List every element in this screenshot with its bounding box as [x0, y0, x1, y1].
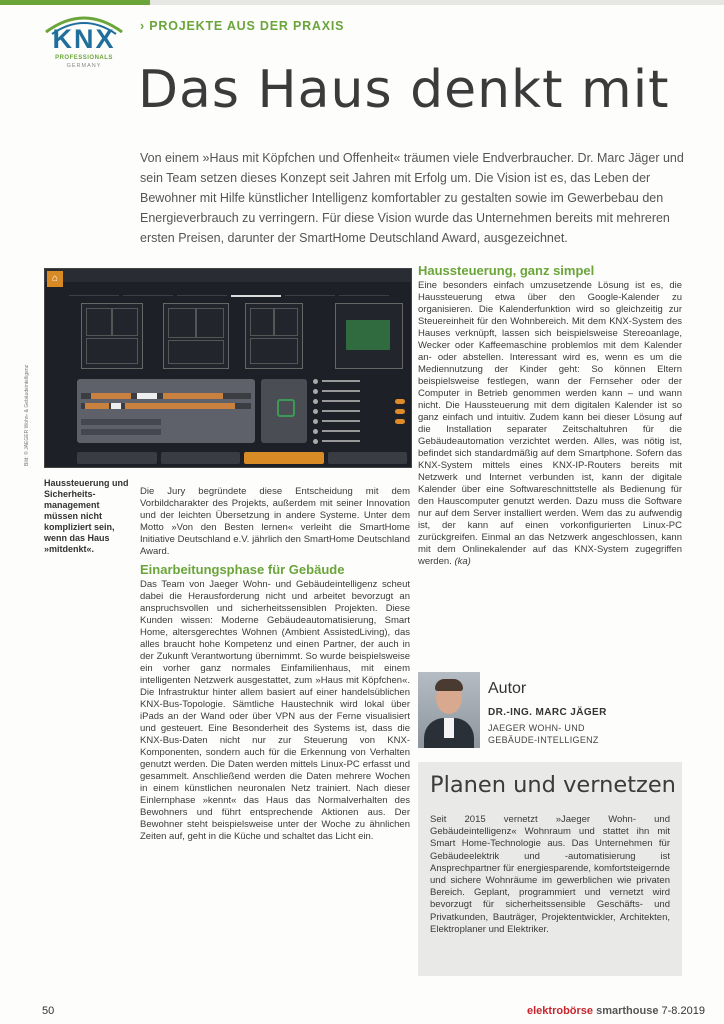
- floorplan-1: [81, 303, 143, 369]
- paragraph-team: Das Team von Jaeger Wohn- und Gebäudeintelligenz scheut dabei die Herausforderung nicht und arbeitet bevorzugt an anspruchsvollen und sicherheitssensiblen Projekten. Diese Kunden wissen: Moderne Gebäudeautomatisierung, Smart Home, altersgerechtes Wohnen (Ambient AssistedLiving), das alles braucht hohe Kompetenz und einen Partner, der auch in der Zukunft Verantwortung übernimmt. So wurde beispielsweise ein vorher ganz normales Einfamilienhaus, mit einem intelligenten Netzwerk ausgestattet, zum »Haus mit Köpfchen«. Die Infrastruktur hinter allem basiert auf einer handelsüblichen KNX-Bus-Topologie. Sämtliche Haustechnik wird lokal über iPads an der Wand oder über VPN aus der Ferne visualisiert und gesteuert. Eine Besonderheit des Systems ist, dass die KNX-Bus-Daten nicht nur zur Steuerung von KNX-Komponenten, sondern auch für die Erkennung von Verhalten genutzt werden. Die Daten werden mittels Linux-PC erfasst und gesammelt. Anschließend werden die Daten mehrere Wochen in einem künstlichen neuronalen Netz trainiert. Nach dieser Einlernphase »kennt« das Haus das Normalverhalten des Bewohners und führt entsprechende Aktionen aus. Der Bewohner steht beispielsweise unter der Woche zu ähnlichen Zeiten auf, geht in die Küche und schaltet das Licht ein.: [140, 579, 410, 842]
- author-company: JAEGER WOHN- UND GEBÄUDE-INTELLIGENZ: [488, 723, 599, 745]
- schedule-panel: [77, 379, 255, 443]
- floorplan-3: [245, 303, 303, 369]
- intro-paragraph: Von einem »Haus mit Köpfchen und Offenheit« träumen viele Endverbraucher. Dr. Marc Jäger und sein Team setzen dieses Konzept seit Jahren mit Erfolg um. Die Vision ist es, das Leben der Bewohner mit Hilfe künstlicher Intelligenz komfortabler zu gestalten sowie im Gewerbebau den Energieverbrauch zu verringern. Für diese Vision wurde das Unternehmen bereits mit mehreren ersten Preisen, darunter der SmartHome Deutschland Award, ausgezeichnet.: [140, 151, 684, 245]
- subhead-einarbeitung: Einarbeitungsphase für Gebäude: [140, 562, 345, 577]
- magazine-name: elektrobörse: [527, 1005, 594, 1017]
- column-1: [140, 486, 410, 843]
- magazine-footer: [527, 1005, 705, 1017]
- author-photo: [418, 672, 480, 748]
- section-label: › PROJEKTE AUS DER PRAXIS: [140, 19, 345, 33]
- logo-country: GERMANY: [66, 63, 102, 69]
- ui-topbar: [45, 269, 411, 282]
- logo-subtitle: PROFESSIONALS: [55, 55, 113, 61]
- column-2: [418, 265, 682, 568]
- device-list: [313, 377, 405, 447]
- image-credit: Bild: © JAEGER Wohn- & Gebäudeintelligenz: [24, 364, 30, 466]
- headline: Das Haus denkt mit: [138, 60, 670, 120]
- magazine-sub: smarthouse: [596, 1005, 659, 1017]
- paragraph-kalender: Eine besonders einfach umzusetzende Lösung ist es, die Haussteuerung etwa über den Google-Kalender zu organisieren. Die Kalenderfunktion wird so gleichzeitig zur Steuereinheit für den Wohnbereich. Mit dem KNX-System des Hauses verknüpft, lassen sich beispielsweise Stereoanlage, Wecker oder Kaffeemaschine problemlos mit dem Kalender an- oder abstellen. Interessant wird es, wenn es um die Mediennutzung der Kinder geht: So können Eltern beispielsweise festlegen, wann der Fernseher oder der Computer in Betrieb genommen werden kann – und wann nicht. Die Haussteuerung mit dem digitalen Kalender ist so ganz einfach und intuitiv. Zudem kann bei dieser Lösung auf die Installation separater Zeitschaltuhren für die Gebäudeautomation verzichtet werden. Alles, was nötig ist, befindet sich standardmäßig auf dem Smartphone. Sofern das KNX-System mittels eines KNX-IP-Routers bereits mit Netzwerk und Internet verbunden ist, kann der digitale Kalender über eine Softwareschnittstelle als Bedienung für den Hauscomputer genutzt werden. Dazu muss die Software nur auf dem Server installiert werden. Wem das zu aufwendig ist, der kann auf einen vorkonfigurierten Linux-PC zurückgreifen. Einmal an das Netzwerk angeschlossen, kann mit dem Onlinekalender auf das KNX-System zugegriffen werden. (ka): [418, 280, 682, 567]
- paragraph-jury: Die Jury begründete diese Entscheidung mit dem Vorbildcharakter des Projekts, außerdem mit seiner Innovation und der leichten Übersetzung in andere Systeme. Unter dem Motto »Von den Besten lernen« verleiht die SmartHome Initiative Deutschland e.V. jährlich den SmartHome Deutschland Award.: [140, 486, 410, 557]
- ui-tabs: [69, 283, 389, 297]
- top-grey-bar: [150, 0, 724, 5]
- author-label: Autor: [488, 680, 527, 697]
- info-box-text: Seit 2015 vernetzt »Jaeger Wohn- und Gebäudeintelligenz« Wohnraum und stattet ihn mit Smart Home-Technologie aus. Das Unternehmen für Gebäudeelektrik und -automatisierung ist Ansprechpartner für energiesparende, komfortsteigernde und sichere Wohnräume im gewerblichen wie privaten Bereich. Geplant, programmiert und vernetzt wird bevorzugt für sicherheitssensible Geschäfts- und Privatkunden, Bauträger, Projektentwickler, Architekten, Elektroplaner und Elektriker.: [430, 814, 670, 935]
- floorplan-garage: [335, 303, 403, 369]
- issue-date: 7-8.2019: [661, 1005, 705, 1017]
- home-icon: ⌂: [47, 271, 63, 287]
- floorplan-2: [163, 303, 229, 369]
- figure-caption: Haussteuerung und Sicherheits-management müssen nicht kompliziert sein, wenn das Haus »mitdenkt«.: [44, 478, 129, 554]
- weather-panel: [261, 379, 307, 443]
- smarthome-ui-image: [44, 268, 412, 468]
- info-box: [418, 762, 682, 976]
- page-number: 50: [42, 1005, 55, 1017]
- signature: (ka): [454, 556, 471, 567]
- logo-wordmark: KNX: [52, 24, 116, 54]
- knx-logo: [42, 10, 126, 72]
- subhead-haussteuerung: Haussteuerung, ganz simpel: [418, 263, 595, 278]
- ui-bottom-nav: [77, 452, 407, 464]
- author-name: DR.-ING. MARC JÄGER: [488, 707, 607, 718]
- info-box-title: Planen und vernetzen: [430, 772, 676, 798]
